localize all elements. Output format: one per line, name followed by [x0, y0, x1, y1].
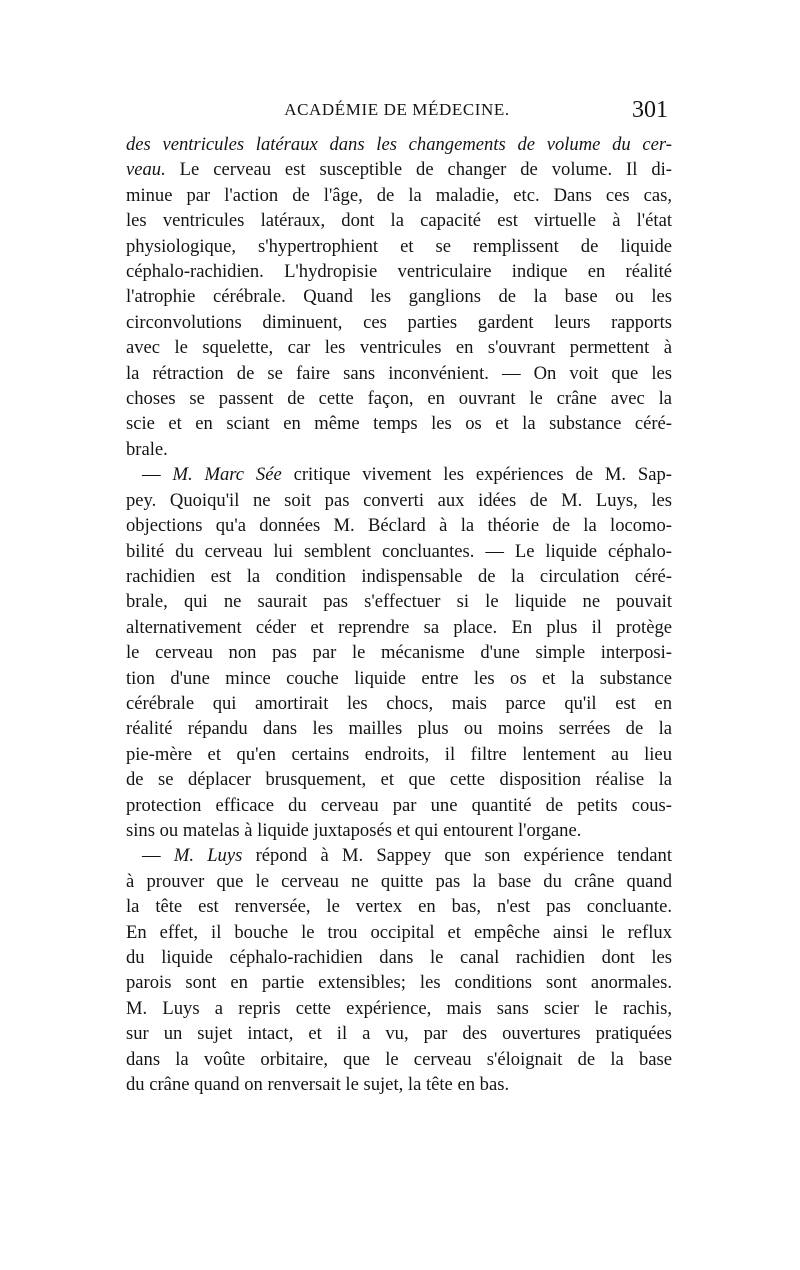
text-line [126, 411, 672, 436]
text: cérébrale qui amortirait les chocs, mais parce qu'il est en [126, 692, 672, 714]
running-head: ACADÉMIE DE MÉDECINE. [284, 100, 510, 119]
italic-text: M. Luys [173, 845, 243, 867]
text: réalité répandu dans les mailles plus ou moins serrées de la [126, 718, 672, 740]
text-line [126, 183, 672, 208]
text: de se déplacer brusquement, et que cette disposition réalise la [126, 769, 672, 791]
text-line [126, 539, 672, 564]
text: sins ou matelas à liquide juxtaposés et qui entourent l'organe. [126, 819, 582, 841]
text-line [126, 208, 672, 233]
italic-text: veau. [126, 159, 166, 181]
text-line [126, 945, 672, 970]
text-line [126, 335, 672, 360]
text-line [126, 132, 672, 157]
text-line [126, 640, 672, 665]
text: dans la voûte orbitaire, que le cerveau s'éloignait de la base [126, 1048, 672, 1070]
text-line [126, 1072, 672, 1097]
text: brale, qui ne saurait pas s'effectuer si le liquide ne pouvait [126, 591, 672, 613]
text-line [126, 818, 672, 843]
text-line [126, 513, 672, 538]
text: avec le squelette, car les ventricules en s'ouvrant permettent à [126, 337, 672, 359]
text-line [126, 589, 672, 614]
text-line [126, 1021, 672, 1046]
page-header [126, 97, 668, 130]
text: alternativement céder et reprendre sa place. En plus il protège [126, 616, 672, 638]
text-line [126, 284, 672, 309]
text: répond à M. Sappey que son expérience tendant [242, 845, 672, 867]
paragraph [126, 843, 672, 1097]
text: brale. [126, 438, 168, 460]
text-line [126, 386, 672, 411]
text-line [126, 996, 672, 1021]
text: la tête est renversée, le vertex en bas, n'est pas concluante. [126, 896, 672, 918]
text: céphalo-rachidien. L'hydropisie ventriculaire indique en réalité [126, 261, 672, 283]
text-line [126, 310, 672, 335]
text-line [126, 742, 672, 767]
italic-text: des ventricules latéraux dans les changements de volume du cer- [126, 134, 672, 155]
text: scie et en sciant en même temps les os et la substance céré- [126, 413, 672, 435]
text: la rétraction de se faire sans inconvénient. — On voit que les [126, 362, 672, 384]
text: critique vivement les expériences de M. Sap- [281, 464, 672, 486]
text-line [126, 1047, 672, 1072]
text: Le cerveau est susceptible de changer de volume. Il di- [165, 159, 672, 181]
text: protection efficace du cerveau par une quantité de petits cous- [126, 794, 672, 816]
text-line [126, 970, 672, 995]
paragraph [126, 462, 672, 843]
text: circonvolutions diminuent, ces parties gardent leurs rapports [126, 311, 672, 333]
text: le cerveau non pas par le mécanisme d'une simple interposi- [126, 642, 672, 664]
text-line [126, 361, 672, 386]
text: l'atrophie cérébrale. Quand les ganglions de la base ou les [126, 286, 672, 308]
text-line [126, 691, 672, 716]
text: — [142, 464, 173, 486]
text: pie-mère et qu'en certains endroits, il filtre lentement au lieu [126, 743, 672, 765]
text-line [126, 437, 672, 462]
text-line [126, 234, 672, 259]
paragraph [126, 132, 672, 462]
body-text [126, 132, 672, 1097]
text-line [126, 615, 672, 640]
text: du crâne quand on renversait le sujet, la tête en bas. [126, 1074, 510, 1096]
text-line [126, 869, 672, 894]
text-line [126, 488, 672, 513]
italic-text: M. Marc Sée [172, 464, 282, 486]
text: — [142, 845, 174, 867]
text-line [126, 564, 672, 589]
text: rachidien est la condition indispensable de la circulation céré- [126, 565, 672, 587]
text: parois sont en partie extensibles; les conditions sont anormales. [126, 972, 672, 994]
text: pey. Quoiqu'il ne soit pas converti aux idées de M. Luys, les [126, 489, 672, 511]
text: tion d'une mince couche liquide entre les os et la substance [126, 667, 672, 689]
page-number: 301 [632, 97, 668, 123]
text: bilité du cerveau lui semblent concluantes. — Le liquide céphalo- [126, 540, 672, 562]
text: physiologique, s'hypertrophient et se remplissent de liquide [126, 235, 672, 257]
text-line [126, 920, 672, 945]
text: choses se passent de cette façon, en ouvrant le crâne avec la [126, 388, 672, 410]
text-line [126, 894, 672, 919]
text: minue par l'action de l'âge, de la maladie, etc. Dans ces cas, [126, 184, 672, 206]
text: les ventricules latéraux, dont la capacité est virtuelle à l'état [126, 210, 672, 232]
text: En effet, il bouche le trou occipital et empêche ainsi le reflux [126, 921, 672, 943]
text-line [126, 259, 672, 284]
text: M. Luys a repris cette expérience, mais sans scier le rachis, [126, 997, 672, 1019]
text-line [126, 462, 672, 487]
text: à prouver que le cerveau ne quitte pas la base du crâne quand [126, 870, 672, 892]
text: sur un sujet intact, et il a vu, par des ouvertures pratiquées [126, 1023, 672, 1045]
text: du liquide céphalo-rachidien dans le canal rachidien dont les [126, 947, 672, 968]
text-line [126, 793, 672, 818]
text: objections qu'a données M. Béclard à la théorie de la locomo- [126, 515, 672, 537]
text-line [126, 767, 672, 792]
text-line [126, 157, 672, 182]
text-line [126, 716, 672, 741]
text-line [126, 843, 672, 868]
text-line [126, 666, 672, 691]
